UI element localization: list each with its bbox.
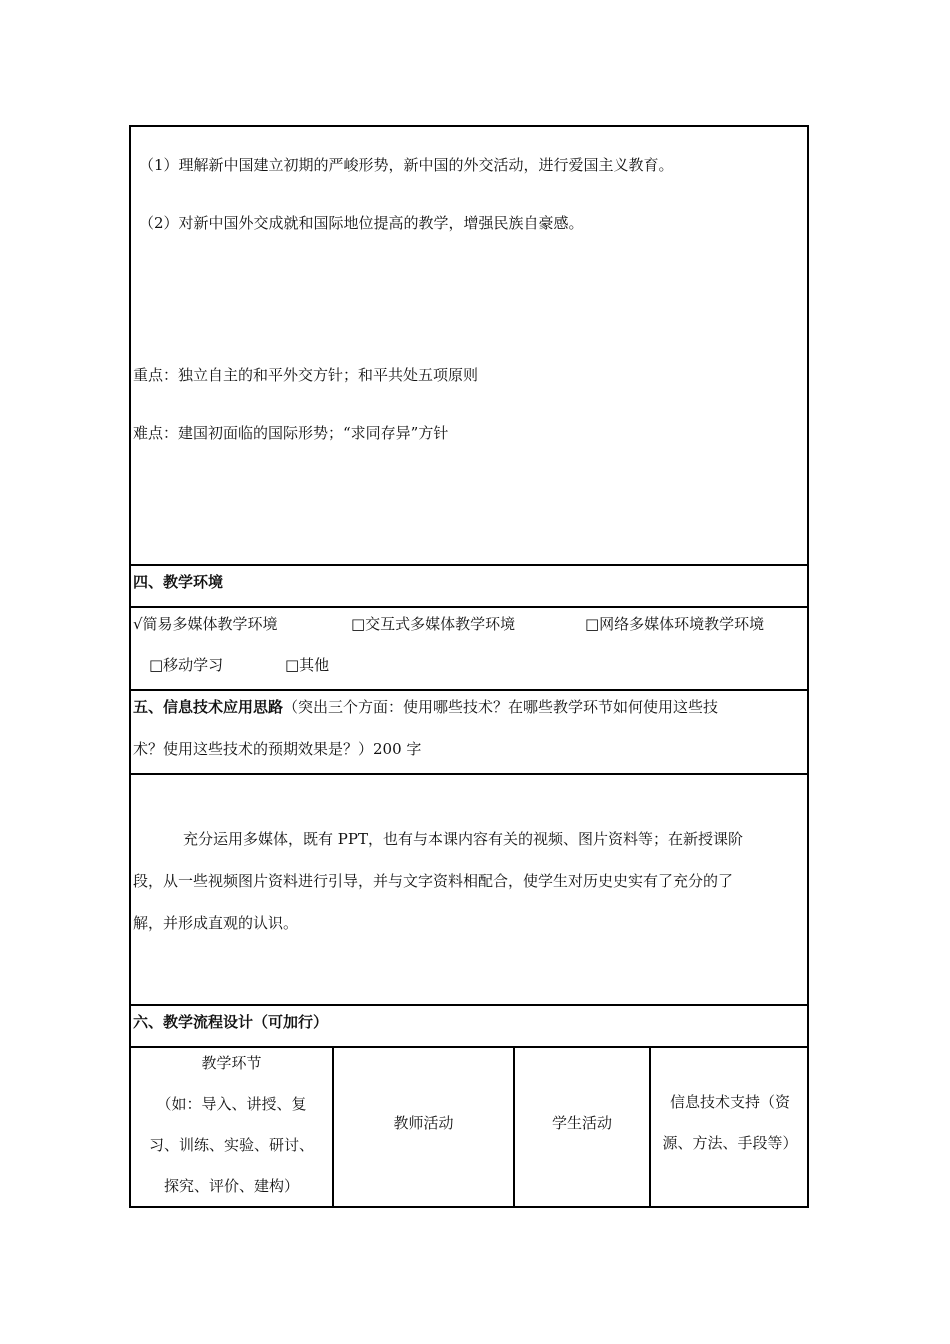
divider bbox=[131, 773, 807, 775]
column-header-it-support bbox=[651, 1092, 809, 1174]
goal-item-1: （1）理解新中国建立初期的严峻形势，新中国的外交活动，进行爱国主义教育。 bbox=[139, 156, 674, 174]
section5-heading bbox=[133, 697, 718, 717]
divider bbox=[131, 606, 807, 608]
option-network-multimedia: □网络多媒体环境教学环境 bbox=[585, 615, 765, 633]
option-mobile-learning: □移动学习 bbox=[149, 656, 224, 674]
stage-line: （如：导入、讲授、复 bbox=[156, 1095, 307, 1113]
stage-line: 探究、评价、建构） bbox=[163, 1177, 299, 1195]
column-header-teacher: 教师活动 bbox=[393, 1114, 454, 1132]
option-simple-multimedia: √简易多媒体教学环境 bbox=[133, 615, 278, 633]
option-interactive-multimedia: □交互式多媒体教学环境 bbox=[351, 615, 516, 633]
section6-title: 六、教学流程设计（可加行） bbox=[133, 1013, 329, 1031]
divider bbox=[131, 564, 807, 566]
section5-body-2: 段，从一些视频图片资料进行引导，并与文字资料相配合，使学生对历史史实有了充分的了 bbox=[133, 872, 734, 890]
section5-note-1: （突出三个方面：使用哪些技术？在哪些教学环节如何使用这些技 bbox=[283, 698, 719, 716]
column-header-stage bbox=[131, 1053, 332, 1217]
divider bbox=[131, 1004, 807, 1006]
divider bbox=[131, 689, 807, 691]
section5-body-1: 充分运用多媒体，既有 PPT，也有与本课内容有关的视频、图片资料等；在新授课阶 bbox=[183, 830, 743, 848]
section4-title: 四、教学环境 bbox=[133, 573, 224, 591]
stage-line: 教学环节 bbox=[201, 1054, 262, 1072]
it-support-line: 信息技术支持（资 bbox=[669, 1093, 790, 1111]
goal-item-2: （2）对新中国外交成就和国际地位提高的教学，增强民族自豪感。 bbox=[139, 214, 584, 232]
lesson-plan-table bbox=[129, 125, 809, 1208]
it-support-line: 源、方法、手段等） bbox=[662, 1134, 798, 1152]
column-header-student: 学生活动 bbox=[551, 1114, 612, 1132]
section5-note-2: 术？使用这些技术的预期效果是？）200 字 bbox=[133, 740, 422, 758]
section5-title: 五、信息技术应用思路 bbox=[133, 698, 284, 716]
stage-line: 习、训练、实验、研讨、 bbox=[148, 1136, 314, 1154]
section5-body-3: 解，并形成直观的认识。 bbox=[133, 914, 299, 932]
difficulty-point: 难点：建国初面临的国际形势；“求同存异”方针 bbox=[133, 424, 449, 442]
focus-point: 重点：独立自主的和平外交方针；和平共处五项原则 bbox=[133, 366, 479, 384]
divider bbox=[131, 1046, 807, 1048]
option-other: □其他 bbox=[285, 656, 330, 674]
